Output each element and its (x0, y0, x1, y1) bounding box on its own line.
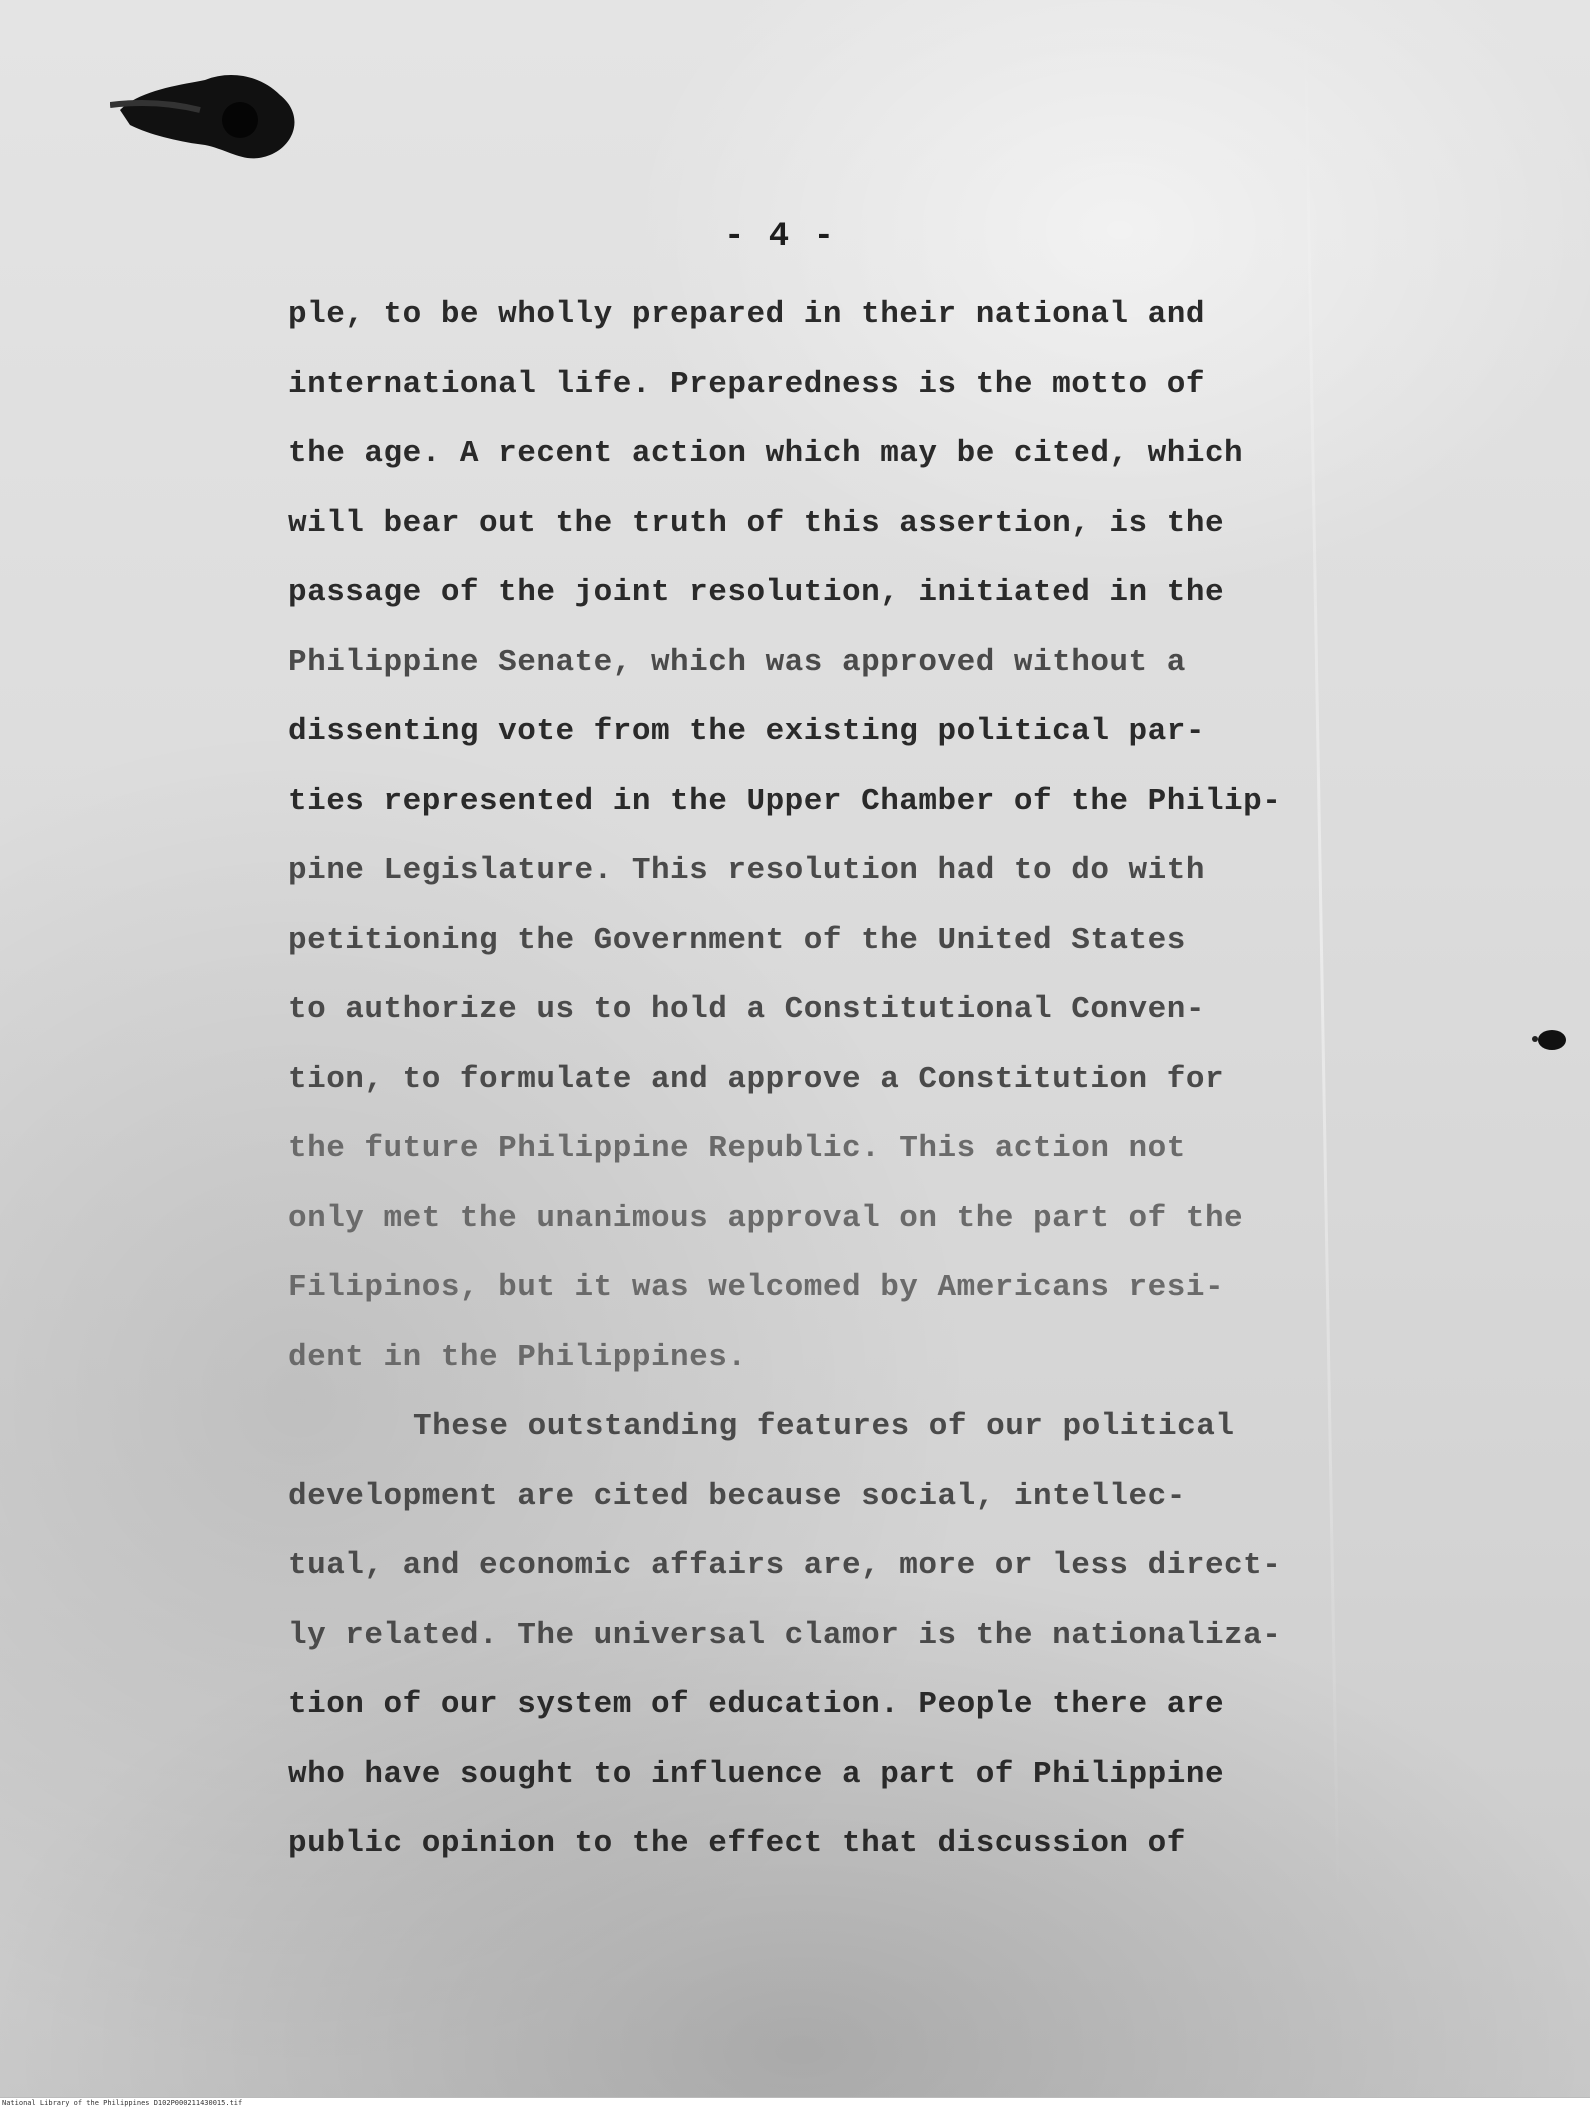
text-line: tion, to formulate and approve a Constitution for (288, 1061, 1225, 1097)
text-line: petitioning the Government of the United States (288, 922, 1186, 958)
text-line: public opinion to the effect that discussion of (288, 1826, 1186, 1861)
text-line: only met the unanimous approval on the part of the (288, 1200, 1244, 1236)
text-line: the age. A recent action which may be cited, which (288, 436, 1244, 471)
text-line: development are cited because social, intellec- (288, 1478, 1186, 1514)
archive-footer (0, 2097, 1590, 2108)
text-line: pine Legislature. This resolution had to do with (288, 853, 1205, 888)
ink-blot-stain (110, 50, 310, 170)
text-line: tual, and economic affairs are, more or less direct- (288, 1548, 1282, 1583)
text-line: ties represented in the Upper Chamber of the Philip- (288, 783, 1282, 819)
text-line: the future Philippine Republic. This action not (288, 1131, 1186, 1166)
text-line: international life. Preparedness is the motto of (288, 366, 1205, 402)
page-number: - 4 - (723, 218, 837, 256)
text-line: will bear out the truth of this assertion, is the (288, 505, 1225, 541)
text-line: ly related. The universal clamor is the nationaliza- (288, 1617, 1282, 1653)
text-line: These outstanding features of our political (413, 1409, 1235, 1444)
text-line: Philippine Senate, which was approved without a (288, 644, 1186, 680)
text-line: who have sought to influence a part of Philippine (288, 1756, 1225, 1792)
text-line: to authorize us to hold a Constitutional Conven- (288, 992, 1205, 1027)
text-line: dent in the Philippines. (288, 1339, 747, 1375)
text-line: passage of the joint resolution, initiated in the (288, 575, 1225, 610)
text-line: dissenting vote from the existing political par- (288, 714, 1205, 749)
typed-text-body (288, 280, 1428, 1879)
text-line: tion of our system of education. People there are (288, 1687, 1225, 1722)
text-line: Filipinos, but it was welcomed by Americans resi- (288, 1270, 1225, 1305)
text-line: ple, to be wholly prepared in their national and (288, 297, 1205, 332)
archive-footer-text: National Library of the Philippines D102P000211430015.tif (2, 2099, 243, 2107)
ink-spot (1530, 1025, 1570, 1055)
